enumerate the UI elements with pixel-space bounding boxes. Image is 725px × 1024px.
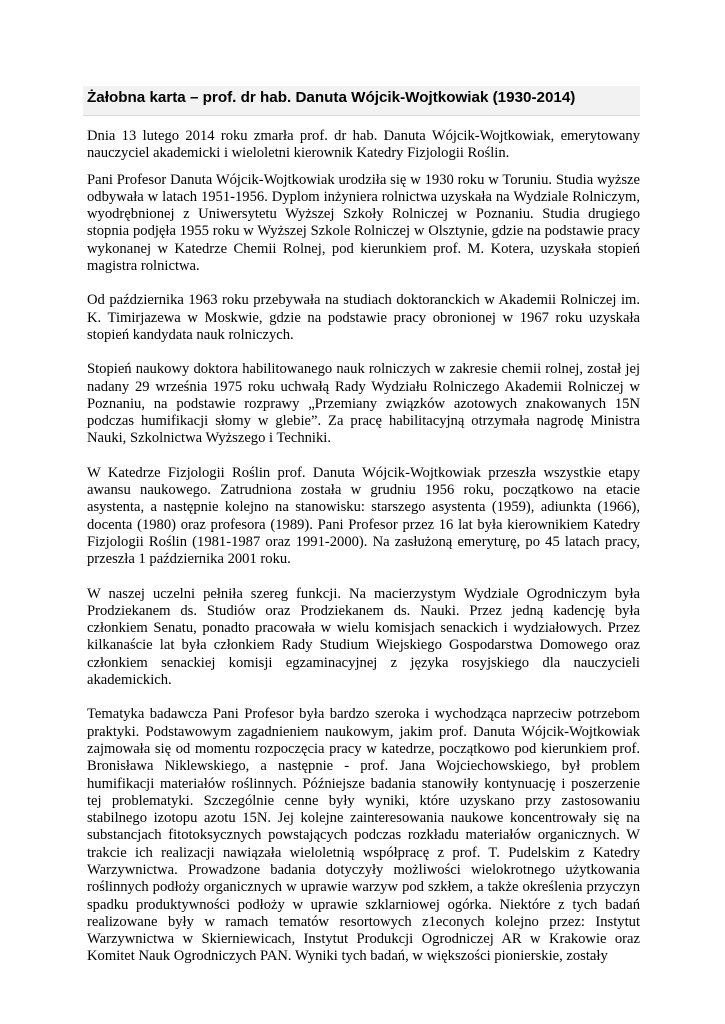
paragraph-5: W Katedrze Fizjologii Roślin prof. Danuta Wójcik-Wojtkowiak przeszła wszystkie etapy awansu naukowego. Zatrudniona została w grudniu 1956 roku, początkowo na etacie asystenta, a następnie kolejno na stanowisku: starszego asystenta (1959), adiunkta (1966), docenta (1980) oraz profesora (1989). Pani Profesor przez 16 lat była kierownikiem Katedry Fizjologii Roślin (1981-1987 oraz 1991-2000). Na zasłużoną emeryturę, po 45 latach pracy, przeszła 1 października 2001 roku. bbox=[87, 464, 640, 568]
paragraph-4: Stopień naukowy doktora habilitowanego nauk rolniczych w zakresie chemii rolnej, został jej nadany 29 września 1975 roku uchwałą Rady Wydziału Rolniczego Akademii Rolniczej w Poznaniu, na podstawie rozprawy „Przemiany związków azotowych znakowanych 15N podczas humifikacji słomy w glebie”. Za pracę habilitacyjną otrzymała nagrodę Ministra Nauki, Szkolnictwa Wyższego i Techniki. bbox=[87, 361, 640, 447]
paragraph-2: Pani Profesor Danuta Wójcik-Wojtkowiak urodziła się w 1930 roku w Toruniu. Studia wyższe odbywała w latach 1951-1956. Dyplom inżyniera rolnictwa uzyskała na Wydziale Rolniczym, wyodrębnionej z Uniwersytetu Wyższej Szkoły Rolniczej w Poznaniu. Studia drugiego stopnia podjęła 1955 roku w Wyższej Szkole Rolniczej w Olsztynie, gdzie na podstawie pracy wykonanej w Katedrze Chemii Rolnej, pod kierunkiem prof. M. Kotera, uzyskała stopień magistra rolnictwa. bbox=[87, 171, 640, 275]
paragraph-1: Dnia 13 lutego 2014 roku zmarła prof. dr hab. Danuta Wójcik-Wojtkowiak, emerytowany nauczyciel akademicki i wieloletni kierownik Katedry Fizjologii Roślin. bbox=[87, 128, 640, 162]
paragraph-6: W naszej uczelni pełniła szereg funkcji. Na macierzystym Wydziale Ogrodniczym była Prodziekanem ds. Studiów oraz Prodziekanem ds. Nauki. Przez jedną kadencję była członkiem Senatu, ponadto pracowała w wielu komisjach senackich i wydziałowych. Przez kilkanaście lat była członkiem Rady Studium Wiejskiego Gospodarstwa Domowego oraz członkiem senackiej komisji egzaminacyjnej z języka rosyjskiego dla nauczycieli akademickich. bbox=[87, 585, 640, 689]
document-body bbox=[87, 128, 640, 983]
title-bar bbox=[83, 86, 640, 116]
paragraph-3: Od października 1963 roku przebywała na studiach doktoranckich w Akademii Rolniczej im. K. Timirjazewa w Moskwie, gdzie na podstawie pracy obronionej w 1967 roku uzyskała stopień kandydata nauk rolniczych. bbox=[87, 292, 640, 343]
paragraph-7: Tematyka badawcza Pani Profesor była bardzo szeroka i wychodząca naprzeciw potrzebom praktyki. Podstawowym zagadnieniem naukowym, jakim prof. Danuta Wójcik-Wojtkowiak zajmowała się od momentu rozpoczęcia pracy w katedrze, początkowo pod kierunkiem prof. Bronisława Niklewskiego, a następnie - prof. Jana Wojciechowskiego, był problem humifikacji materiałów roślinnych. Późniejsze badania stanowiły kontynuację i poszerzenie tej problematyki. Szczególnie cenne były wyniki, które uzyskano przy zastosowaniu stabilnego izotopu azotu 15N. Jej kolejne zainteresowania naukowe koncentrowały się na substancjach fitotoksycznych powstających podczas rozkładu materiałów organicznych. W trakcie ich realizacji nawiązała wieloletnią współpracę z prof. T. Pudelskim z Katedry Warzywnictwa. Prowadzone badania dotyczyły możliwości wielokrotnego użytkowania roślinnych podłoży organicznych w uprawie warzyw pod szkłem, a także określenia przyczyn spadku produktywności podłoży w uprawie szklarniowej ogórka. Niektóre z tych badań realizowane były w ramach tematów resortowych z1econych kolejno przez: Instytut Warzywnictwa w Skierniewicach, Instytut Produkcji Ogrodniczej AR w Krakowie oraz Komitet Nauk Ogrodniczych PAN. Wyniki tych badań, w większości pionierskie, zostały bbox=[87, 706, 640, 965]
page-title: Żałobna karta – prof. dr hab. Danuta Wójcik-Wojtkowiak (1930-2014) bbox=[87, 89, 576, 106]
